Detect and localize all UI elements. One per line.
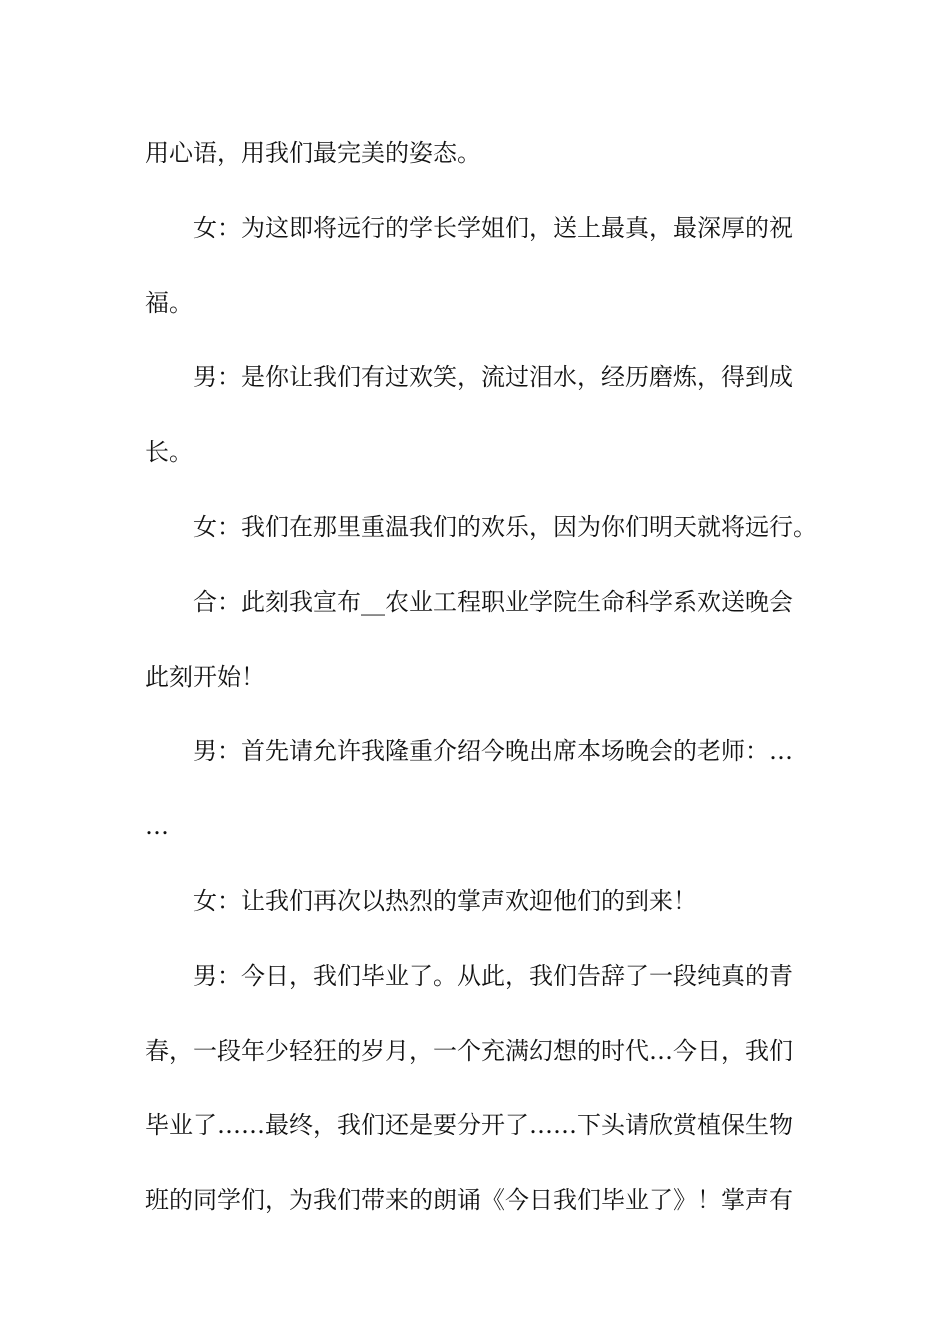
text-line: 男：首先请允许我隆重介绍今晚出席本场晚会的老师：… <box>193 737 793 766</box>
text-line: 春，一段年少轻狂的岁月，一个充满幻想的时代…今日，我们 <box>145 1036 793 1065</box>
text-line: 长。 <box>145 438 193 467</box>
text-line: 班的同学们，为我们带来的朗诵《今日我们毕业了》！掌声有 <box>145 1186 793 1215</box>
text-line: 合：此刻我宣布__农业工程职业学院生命科学系欢送晚会 <box>193 587 793 616</box>
text-line: 此刻开始！ <box>145 662 265 691</box>
text-line: 女：为这即将远行的学长学姐们，送上最真，最深厚的祝 <box>193 213 793 242</box>
document-body <box>145 126 817 1248</box>
text-line: … <box>145 812 169 841</box>
text-line: 男：今日，我们毕业了。从此，我们告辞了一段纯真的青 <box>193 961 793 990</box>
text-line: 男：是你让我们有过欢笑，流过泪水，经历磨炼，得到成 <box>193 363 793 392</box>
text-line: 用心语，用我们最完美的姿态。 <box>145 139 481 167</box>
text-line: 福。 <box>145 288 193 317</box>
text-line: 毕业了……最终，我们还是要分开了……下头请欣赏植保生物 <box>145 1111 793 1140</box>
text-line: 女：让我们再次以热烈的掌声欢迎他们的到来！ <box>193 886 697 915</box>
text-line: 女：我们在那里重温我们的欢乐，因为你们明天就将远行。 <box>193 512 817 541</box>
